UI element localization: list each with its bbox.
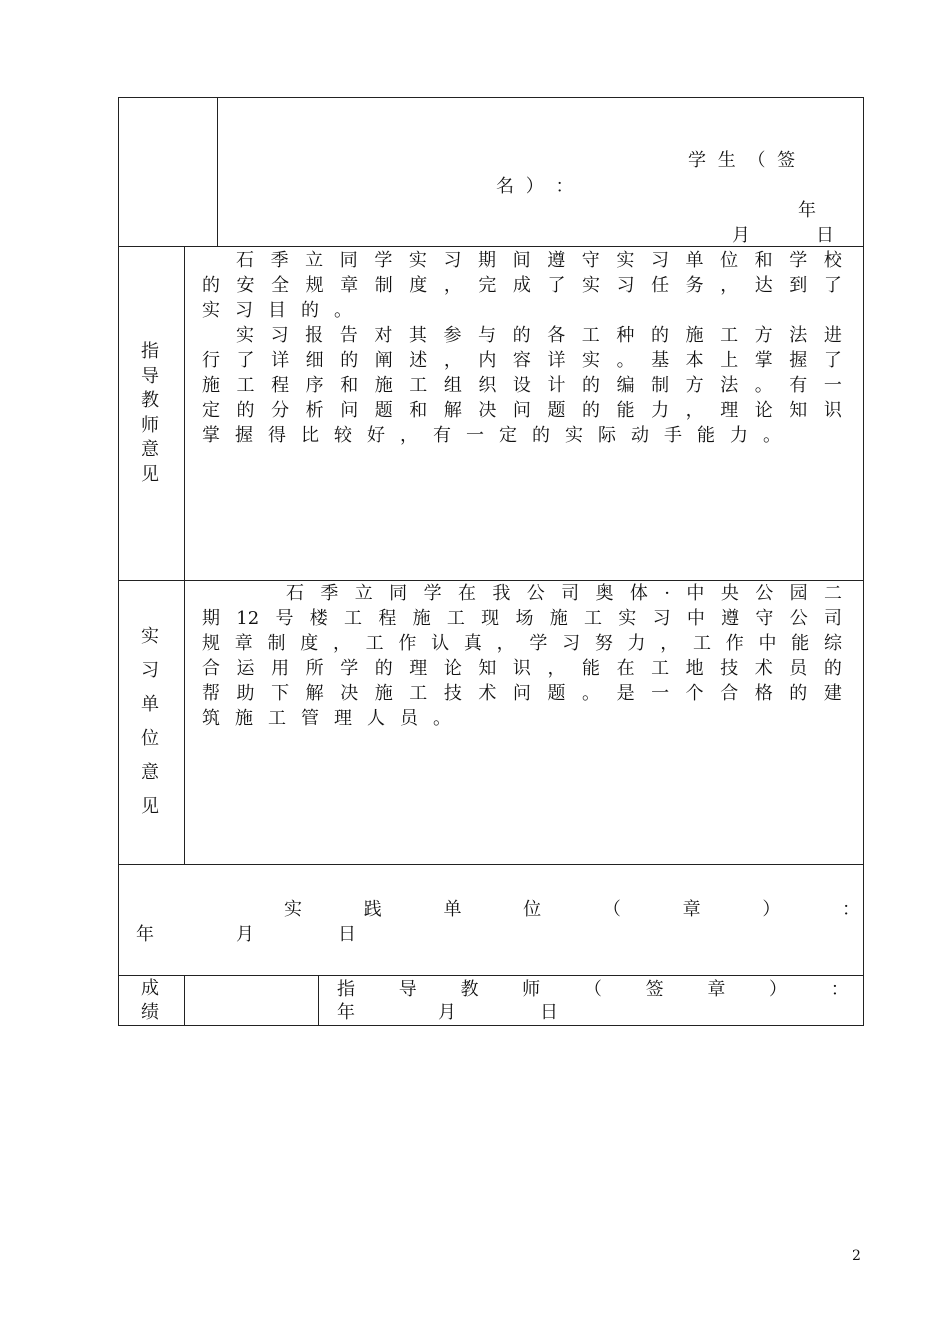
text-char: 握 bbox=[235, 425, 253, 446]
text-char: 工 bbox=[651, 658, 670, 679]
text-char: 方 bbox=[754, 325, 773, 346]
practice-unit-stamp-label: 实 践 单 位 （ 章 ） ： bbox=[284, 899, 861, 920]
text-char: 分 bbox=[271, 400, 290, 421]
text-char: 的 bbox=[582, 375, 601, 396]
text-char: 遵 bbox=[721, 608, 740, 629]
text-char: 真 bbox=[463, 633, 482, 654]
text-char: 学 bbox=[340, 658, 359, 679]
text-char: 央 bbox=[720, 583, 739, 604]
text-char: 上 bbox=[720, 350, 739, 371]
text-char: 实 bbox=[616, 250, 635, 271]
student-signature-label: 学 生 （ 签 bbox=[688, 150, 796, 171]
text-char: 公 bbox=[755, 583, 774, 604]
text-char: 详 bbox=[271, 350, 290, 371]
text-char: 章 bbox=[234, 633, 253, 654]
text-char: 了 bbox=[236, 350, 255, 371]
text-char: 同 bbox=[389, 583, 408, 604]
text-char: 际 bbox=[598, 425, 616, 446]
label-char: 见 bbox=[141, 463, 159, 485]
text-char: 管 bbox=[301, 708, 319, 729]
label-char: 师 bbox=[141, 414, 159, 436]
text-char: 所 bbox=[305, 658, 324, 679]
column-divider bbox=[184, 246, 185, 864]
row-divider bbox=[118, 864, 864, 865]
text-char: 的 bbox=[202, 275, 220, 296]
text-char: 施 bbox=[374, 683, 393, 704]
text-char: 技 bbox=[443, 683, 462, 704]
grade-date-month: 月 bbox=[438, 1002, 456, 1023]
text-char: 学 bbox=[374, 250, 393, 271]
text-char: 实 bbox=[202, 300, 220, 321]
text-char: 力 bbox=[730, 425, 748, 446]
text-char: 法 bbox=[720, 375, 739, 396]
text-char: 一 bbox=[651, 683, 670, 704]
text-char: 报 bbox=[305, 325, 324, 346]
text-line bbox=[202, 248, 842, 273]
teacher-signature-label: 指 导 教 师 （ 签 章 ） ： bbox=[337, 979, 849, 1000]
text-char: 题 bbox=[547, 400, 566, 421]
text-char: 计 bbox=[547, 375, 566, 396]
teacher-opinion-label bbox=[136, 340, 164, 487]
practice-unit-day: 日 bbox=[338, 924, 356, 945]
text-char: 间 bbox=[512, 250, 531, 271]
text-char: 种 bbox=[616, 325, 635, 346]
text-char: 员 bbox=[400, 708, 418, 729]
text-char: 。 bbox=[334, 300, 352, 321]
text-char: 施 bbox=[202, 375, 220, 396]
grade-date-day: 日 bbox=[540, 1002, 558, 1023]
text-char: 问 bbox=[512, 683, 531, 704]
text-char: 楼 bbox=[309, 608, 328, 629]
text-char: 建 bbox=[823, 683, 842, 704]
text-char: 的 bbox=[789, 683, 808, 704]
text-char: 理 bbox=[720, 400, 739, 421]
text-char: 章 bbox=[340, 275, 359, 296]
text-char: 与 bbox=[478, 325, 497, 346]
text-line bbox=[202, 323, 842, 348]
text-char: 用 bbox=[271, 658, 290, 679]
text-char: 习 bbox=[270, 325, 289, 346]
column-divider bbox=[184, 975, 185, 1026]
text-char: 一 bbox=[823, 375, 842, 396]
text-char: 校 bbox=[823, 250, 842, 271]
text-char: 能 bbox=[791, 633, 810, 654]
text-char: 。 bbox=[433, 708, 451, 729]
text-char: 规 bbox=[202, 633, 220, 654]
text-char: 制 bbox=[374, 275, 393, 296]
text-char: 设 bbox=[512, 375, 531, 396]
text-char: 比 bbox=[301, 425, 319, 446]
text-char: 工 bbox=[268, 708, 286, 729]
text-char: 和 bbox=[754, 250, 773, 271]
text-char: 。 bbox=[582, 683, 601, 704]
text-char: 决 bbox=[340, 683, 359, 704]
text-char: 施 bbox=[412, 608, 431, 629]
text-char: 季 bbox=[270, 250, 289, 271]
text-char: 达 bbox=[754, 275, 773, 296]
row-divider bbox=[118, 246, 864, 247]
text-char: 了 bbox=[547, 275, 566, 296]
text-char: 力 bbox=[627, 633, 646, 654]
text-char: 握 bbox=[789, 350, 808, 371]
text-char: ， bbox=[496, 633, 515, 654]
text-char: 得 bbox=[268, 425, 286, 446]
text-char: 全 bbox=[271, 275, 290, 296]
text-char: 了 bbox=[823, 350, 842, 371]
text-char: 知 bbox=[478, 658, 497, 679]
text-char: 论 bbox=[754, 400, 773, 421]
label-char: 成 bbox=[141, 978, 159, 999]
text-char: ， bbox=[400, 425, 418, 446]
text-char: 园 bbox=[789, 583, 808, 604]
text-char: 制 bbox=[267, 633, 286, 654]
text-char: 解 bbox=[443, 400, 462, 421]
text-char: 行 bbox=[202, 350, 220, 371]
text-char: 实 bbox=[618, 608, 637, 629]
row-divider bbox=[118, 975, 864, 976]
text-char: 的 bbox=[582, 400, 601, 421]
text-char: 个 bbox=[685, 683, 704, 704]
text-char: 程 bbox=[271, 375, 290, 396]
text-char: 制 bbox=[651, 375, 670, 396]
text-char: 石 bbox=[286, 583, 304, 604]
text-char: 定 bbox=[202, 400, 220, 421]
text-char: 识 bbox=[512, 658, 531, 679]
text-char: 实 bbox=[236, 325, 254, 346]
unit-opinion-text bbox=[202, 581, 842, 731]
text-char: 基 bbox=[651, 350, 670, 371]
text-char: 习 bbox=[562, 633, 581, 654]
text-char: 决 bbox=[478, 400, 497, 421]
label-char: 位 bbox=[141, 728, 159, 749]
text-char: 员 bbox=[789, 658, 808, 679]
text-char: 参 bbox=[443, 325, 462, 346]
text-char: 工 bbox=[720, 325, 739, 346]
label-char: 意 bbox=[141, 439, 159, 460]
text-char: 作 bbox=[725, 633, 744, 654]
text-char: 合 bbox=[202, 658, 220, 679]
text-char: 工 bbox=[409, 375, 428, 396]
text-line bbox=[202, 606, 842, 631]
text-char: 下 bbox=[271, 683, 290, 704]
text-char: 施 bbox=[235, 708, 253, 729]
text-char: 公 bbox=[526, 583, 545, 604]
text-char: 实 bbox=[408, 250, 427, 271]
text-char: 和 bbox=[340, 375, 359, 396]
text-char: 好 bbox=[367, 425, 385, 446]
student-signature-label-cont: 名 ） ： bbox=[496, 176, 574, 197]
text-line bbox=[202, 706, 842, 731]
text-char: 目 bbox=[268, 300, 286, 321]
text-char: 运 bbox=[236, 658, 255, 679]
label-char: 习 bbox=[141, 660, 159, 681]
label-char: 实 bbox=[141, 626, 159, 647]
text-char: 述 bbox=[409, 350, 428, 371]
label-char: 导 bbox=[141, 365, 159, 387]
text-char: 题 bbox=[374, 400, 393, 421]
grade-label bbox=[134, 977, 166, 1025]
text-char: 规 bbox=[305, 275, 324, 296]
text-char: 和 bbox=[409, 400, 428, 421]
text-line bbox=[202, 273, 842, 298]
text-char: 有 bbox=[789, 375, 808, 396]
page-number: 2 bbox=[852, 1248, 861, 1264]
text-char: 学 bbox=[529, 633, 548, 654]
text-char: 工 bbox=[409, 683, 428, 704]
grade-date-year: 年 bbox=[337, 1002, 355, 1023]
text-char: 工 bbox=[693, 633, 712, 654]
practice-unit-month: 月 bbox=[236, 924, 254, 945]
text-char: 度 bbox=[300, 633, 319, 654]
text-char: 号 bbox=[275, 608, 294, 629]
text-char: 能 bbox=[697, 425, 715, 446]
text-char: 工 bbox=[344, 608, 363, 629]
text-char: 筑 bbox=[202, 708, 220, 729]
text-char: 守 bbox=[755, 608, 774, 629]
text-char: 识 bbox=[823, 400, 842, 421]
text-char: 各 bbox=[547, 325, 566, 346]
text-char: 作 bbox=[398, 633, 417, 654]
text-char: 的 bbox=[650, 325, 669, 346]
text-char: 同 bbox=[339, 250, 358, 271]
text-char: 助 bbox=[236, 683, 255, 704]
text-char: 在 bbox=[457, 583, 476, 604]
text-line bbox=[202, 348, 842, 373]
text-char: 奥 bbox=[595, 583, 614, 604]
text-line bbox=[202, 373, 842, 398]
text-char: 认 bbox=[431, 633, 450, 654]
text-char: ， bbox=[720, 275, 739, 296]
text-char: 工 bbox=[446, 608, 465, 629]
text-char: 定 bbox=[499, 425, 517, 446]
text-char: 细 bbox=[305, 350, 324, 371]
text-char: 方 bbox=[685, 375, 704, 396]
text-char: 论 bbox=[443, 658, 462, 679]
teacher-opinion-label-text bbox=[141, 340, 159, 487]
text-char: 法 bbox=[789, 325, 808, 346]
column-divider bbox=[318, 975, 319, 1026]
text-char: ， bbox=[443, 350, 462, 371]
unit-opinion-label-text bbox=[141, 620, 159, 824]
text-line bbox=[202, 681, 842, 706]
text-char: · bbox=[664, 583, 671, 604]
text-char: 告 bbox=[339, 325, 358, 346]
text-char: 一 bbox=[466, 425, 484, 446]
text-char: 务 bbox=[685, 275, 704, 296]
text-char: ， bbox=[443, 275, 462, 296]
text-char: 司 bbox=[823, 608, 842, 629]
text-char: 。 bbox=[616, 350, 635, 371]
text-char: 能 bbox=[616, 400, 635, 421]
text-char: 综 bbox=[823, 633, 842, 654]
text-char: 现 bbox=[481, 608, 500, 629]
text-char: 帮 bbox=[202, 683, 220, 704]
text-char: 的 bbox=[512, 325, 531, 346]
text-char: 12 bbox=[236, 608, 260, 629]
text-char: 实 bbox=[582, 350, 601, 371]
student-date-day: 日 bbox=[816, 225, 834, 246]
text-char: 任 bbox=[651, 275, 670, 296]
text-char: 工 bbox=[236, 375, 255, 396]
text-char: 工 bbox=[365, 633, 384, 654]
label-char: 指 bbox=[141, 341, 159, 362]
text-char: 司 bbox=[561, 583, 580, 604]
text-char: 体 bbox=[629, 583, 648, 604]
text-char: 织 bbox=[478, 375, 497, 396]
text-char: 力 bbox=[651, 400, 670, 421]
text-char: 学 bbox=[423, 583, 442, 604]
text-char: 实 bbox=[565, 425, 583, 446]
text-char: 理 bbox=[409, 658, 428, 679]
text-char: 我 bbox=[492, 583, 511, 604]
text-char: 的 bbox=[340, 350, 359, 371]
text-char: 其 bbox=[408, 325, 427, 346]
text-char: 对 bbox=[374, 325, 393, 346]
text-char: 容 bbox=[512, 350, 531, 371]
text-char: 格 bbox=[754, 683, 773, 704]
text-char: 人 bbox=[367, 708, 385, 729]
text-char: 施 bbox=[685, 325, 704, 346]
text-char: 中 bbox=[758, 633, 777, 654]
text-char: 较 bbox=[334, 425, 352, 446]
text-char: 有 bbox=[433, 425, 451, 446]
teacher-opinion-text bbox=[202, 248, 842, 448]
text-char: 工 bbox=[584, 608, 602, 629]
text-char: 立 bbox=[354, 583, 373, 604]
text-char: 术 bbox=[754, 658, 773, 679]
text-char: 的 bbox=[532, 425, 550, 446]
grade-label-text bbox=[141, 977, 159, 1025]
text-char: 习 bbox=[443, 250, 462, 271]
text-char: 在 bbox=[616, 658, 635, 679]
label-char: 绩 bbox=[141, 1002, 159, 1023]
text-char: 的 bbox=[374, 658, 393, 679]
text-char: 位 bbox=[720, 250, 739, 271]
text-char: ， bbox=[332, 633, 351, 654]
text-char: 安 bbox=[236, 275, 255, 296]
text-char: 场 bbox=[515, 608, 534, 629]
text-char: 掌 bbox=[202, 425, 220, 446]
text-char: 动 bbox=[631, 425, 649, 446]
text-char: 手 bbox=[664, 425, 682, 446]
text-char: 实 bbox=[582, 275, 601, 296]
text-line bbox=[202, 656, 842, 681]
text-char: 到 bbox=[789, 275, 808, 296]
text-char: 的 bbox=[236, 400, 255, 421]
text-char: 组 bbox=[443, 375, 462, 396]
student-date-month: 月 bbox=[732, 225, 750, 246]
text-char: ， bbox=[547, 658, 566, 679]
text-char: 度 bbox=[409, 275, 428, 296]
text-char: 立 bbox=[305, 250, 324, 271]
text-char: 石 bbox=[236, 250, 254, 271]
text-char: 二 bbox=[823, 583, 842, 604]
text-char: 习 bbox=[235, 300, 253, 321]
text-char: 中 bbox=[686, 608, 705, 629]
text-char: 术 bbox=[478, 683, 497, 704]
text-char: 努 bbox=[594, 633, 613, 654]
text-char: 工 bbox=[581, 325, 600, 346]
label-char: 见 bbox=[141, 796, 159, 817]
text-char: ， bbox=[660, 633, 679, 654]
unit-opinion-label bbox=[136, 620, 164, 824]
text-char: ， bbox=[685, 400, 704, 421]
text-char: 成 bbox=[512, 275, 531, 296]
text-char: 问 bbox=[512, 400, 531, 421]
label-char: 教 bbox=[141, 390, 159, 411]
text-char: 习 bbox=[616, 275, 635, 296]
text-char: 完 bbox=[478, 275, 497, 296]
text-char: 施 bbox=[549, 608, 568, 629]
text-char: 了 bbox=[823, 275, 842, 296]
text-char: 解 bbox=[305, 683, 324, 704]
text-char: 施 bbox=[374, 375, 393, 396]
text-char: 本 bbox=[685, 350, 704, 371]
text-char: 季 bbox=[320, 583, 339, 604]
label-char: 单 bbox=[141, 694, 159, 715]
text-char: 能 bbox=[582, 658, 601, 679]
text-char: 期 bbox=[202, 608, 220, 629]
column-divider bbox=[217, 97, 218, 246]
text-char: 知 bbox=[789, 400, 808, 421]
text-char: 遵 bbox=[547, 250, 566, 271]
text-char: 习 bbox=[652, 608, 671, 629]
text-line bbox=[202, 581, 842, 606]
text-char: 地 bbox=[685, 658, 704, 679]
label-char: 意 bbox=[141, 762, 159, 783]
text-char: 单 bbox=[685, 250, 704, 271]
text-char: 进 bbox=[823, 325, 842, 346]
text-char: 详 bbox=[547, 350, 566, 371]
text-char: 程 bbox=[378, 608, 397, 629]
text-char: 掌 bbox=[754, 350, 773, 371]
text-char: 学 bbox=[789, 250, 808, 271]
text-char: 内 bbox=[478, 350, 497, 371]
text-char: 问 bbox=[340, 400, 359, 421]
text-char: 合 bbox=[720, 683, 739, 704]
text-char: 阐 bbox=[374, 350, 393, 371]
text-char: 析 bbox=[305, 400, 324, 421]
text-line bbox=[202, 423, 842, 448]
text-char: 的 bbox=[823, 658, 842, 679]
text-char: 。 bbox=[763, 425, 781, 446]
text-line bbox=[202, 298, 842, 323]
text-char: 守 bbox=[581, 250, 600, 271]
text-char: 题 bbox=[547, 683, 566, 704]
text-char: 。 bbox=[754, 375, 773, 396]
evaluation-table bbox=[118, 97, 864, 1026]
text-char: 习 bbox=[650, 250, 669, 271]
text-char: 技 bbox=[720, 658, 739, 679]
text-char: 公 bbox=[789, 608, 808, 629]
text-line bbox=[202, 631, 842, 656]
text-line bbox=[202, 398, 842, 423]
text-char: 期 bbox=[478, 250, 497, 271]
text-char: 的 bbox=[301, 300, 319, 321]
student-date-year: 年 bbox=[798, 200, 816, 221]
text-char: 理 bbox=[334, 708, 352, 729]
practice-unit-year: 年 bbox=[136, 924, 154, 945]
text-char: 中 bbox=[686, 583, 705, 604]
text-char: 是 bbox=[616, 683, 635, 704]
text-char: 编 bbox=[616, 375, 635, 396]
text-char: 序 bbox=[305, 375, 324, 396]
